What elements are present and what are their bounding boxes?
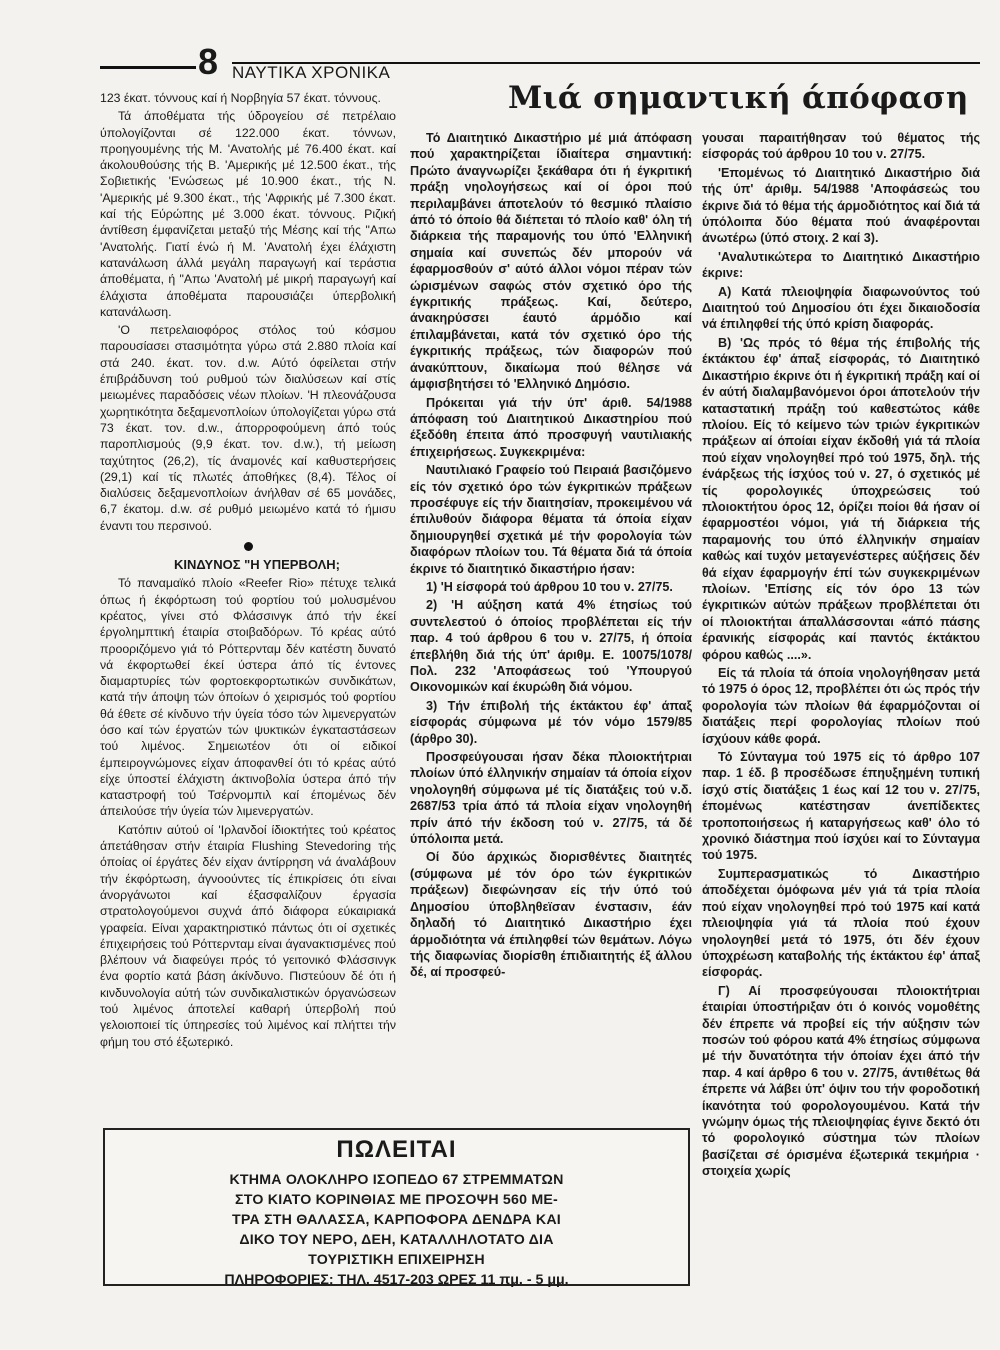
- ad-title: ΠΩΛΕΙΤΑΙ: [336, 1136, 457, 1163]
- article-paragraph: γουσαι παραιτήθησαν τού θέματος τής είσφοράς τού άρθρου 10 του ν. 27/75.: [702, 131, 980, 162]
- article-paragraph: Α) Κατά πλειοψηφία διαφωνούντος τού Διαιτητού τού Δημοσίου ότι έχει δικαιοδοσία νά έπιληφθεί τής ύπό κρίση διαφοράς.: [702, 284, 980, 332]
- publication-title: ΝΑΥΤΙΚΑ ΧΡΟΝΙΚΑ: [232, 63, 391, 82]
- article-paragraph: Προσφεύγουσαι ήσαν δέκα πλοιοκτήτριαι πλοίων ύπό έλληνικήν σημαίαν τά όποία είχον νηολογηθή σύμφωνα μέ τίς διατάξεις τού ν.δ. 2687/53 τρία άπό τά πλοία είχαν νηολογηθή πρίν άπό τήν έκδοση τού ν. 27/75, τά δέ ύπόλοιπα μετά.: [410, 750, 692, 847]
- ad-contact-info: ΠΛΗΡΟΦΟΡΙΕΣ: ΤΗΛ. 4517-203 ΩΡΕΣ 11 πμ. - 5 μμ.: [224, 1272, 569, 1288]
- article-paragraph: Γ) Αί προσφεύγουσαι πλοιοκτήτριαι έταιρίαι ύποστήριξαν ότι ό κοινός νομοθέτης δέν έπρεπε νά προβεί είς τήν αύξησιν τών ποσών τού φόρου κατά 4% έτησίως σύμφωνα μέ τήν δυνατότητα τήν όποίαν έχει άπό τήν παρ. 4 καί άρθρο 6 του ν. 27/75, άντιθέτως θά έπρεπε νά λάβει ύπ' όψιν του τήν φοροδοτική ίκανότητα τού φορολογουμένου. Κατά τήν γνώμην όμως τής πλειοψηφίας έγινε δεκτό ότι τό φορολογικό σύστημα τών πλοίων βασίζεται σέ όρισμένα έξωτερικά τεκμήρια · στοιχεία χωρίς: [702, 983, 980, 1179]
- ad-line: ΔΙΚΟ ΤΟΥ ΝΕΡΟ, ΔΕΗ, ΚΑΤΑΛΛΗΛΟΤΑΤΟ ΔΙΑ: [239, 1232, 554, 1248]
- article-paragraph: 'Αναλυτικώτερα το Διαιτητικό Δικαστήριο έκρινε:: [702, 249, 980, 281]
- article-paragraph: 'Επομένως τό Διαιτητικό Δικαστήριο διά τής ύπ' άριθμ. 54/1988 'Αποφάσεώς του έκρινε διά τό θέμα τής άρμοδιότητος καί διά τά ύπόλοιπα δύο θέματα πού άναφέρονται άνωτέρω (ύπό στοιχ. 2 καί 3).: [702, 165, 980, 246]
- article-list-item: 2) 'Η αύξηση κατά 4% έτησίως τού συντελεστού ό όποίος προβλέπεται είς τήν παρ. 4 τού άρθρου 6 του ν. 27/75, ή όποία έπεβλήθη διά τής ύπ' άριθμ. Ε. 10075/1078/Πολ. 232 'Αποφάσεως τού 'Υπουργού Οικονομικών καί έκυρώθη διά νόμου.: [410, 598, 692, 695]
- article-list-item: 1) 'Η είσφορά τού άρθρου 10 του ν. 27/75.: [426, 579, 673, 594]
- left-paragraph: 123 έκατ. τόννους καί ή Νορβηγία 57 έκατ. τόννους.: [100, 91, 381, 105]
- left-paragraph: Κατόπιν αύτού οί 'Ιρλανδοί ίδιοκτήτες τού κρέατος άπετάθησαν στήν έταιρία Flushing Stevedoring τής όποίας οί έργάτες δέν είχαν άντίρρηση νά άναλάβουν τήν έκφόρτωση, άγνοούντες τίς έπικρίσεις ότι είναι άνοργάνωτοι καί έξασφαλίζουν έργασία στρατολογούμενοι συχνά άπό διάφορα εύκαιριακά γραφεία. Είναι χαρακτηριστικό πάντως ότι οί σχετικές έπιχειρήσεις τού Ρόττερνταμ είναι άγανακτισμένες πού βλέπουν νά διαφεύγει πρός τό γειτονικό Φλάσσινγκ ένα φορτίο κατά βάση άκίνδυνο. Πιστεύουν δέ ότι ή κινδυνολογία αύτή τών συνδικαλιστικών όργανώσεων τού λιμένος άποτελεί καθαρή ύπερβολή πού γελοιοποιεί τίς ύπηρεσίες τού λιμένος καί πλήττει τήν φήμη του στό έξωτερικό.: [100, 822, 396, 1049]
- article-middle-column: [410, 130, 692, 983]
- ad-body: [105, 1170, 688, 1270]
- article-paragraph: Ναυτιλιακό Γραφείο τού Πειραιά βασιζόμενο είς τόν σχετικό όρο τών έγκριτικών πράξεων προσέφυγε είς τήν διαιτησίαν, προκειμένου νά έπιλυθούν διάφορα θέματα τά όποία είχαν δημιουργηθεί σχετικά μέ τήν φορολογία τών διαφόρων πλοίων του. Τά θέματα διά τά όποία έκρινε τό διαιτητικό δικαστήριο ήσαν:: [410, 463, 692, 576]
- article-paragraph: Συμπερασματικώς τό Δικαστήριο άποδέχεται όμόφωνα μέν γιά τά τρία πλοία πού είχαν νηολογηθεί πρό τού 1975 καί κατά πλειοψηφία γιά τά πλοία πού έχουν νηολογηθεί μετά τό 1975, ότι δέν έχουν ύποχρέωση καταβολής τής έκτάκτου έφ' άπαξ είσφοράς.: [702, 866, 980, 980]
- article-paragraph: Οί δύο άρχικώς διορισθέντες διαιτητές (σύμφωνα μέ τόν όρο τών έγκριτικών πράξεων) διεφώνησαν είς τήν ύπό τού Δημοσίου ύποβληθεϊσαν ένστασιν, έάν δηλαδή τό Διαιτητικό Δικαστήριο έχει άρμοδιότητα νά έπιληφθεί τών θεμάτων. Λόγω τής διαφωνίας διορίσθη έπιδιαιτητής έξ άλλου δέ, αί προσφεύ-: [410, 850, 692, 980]
- bullet-separator: [244, 542, 253, 551]
- article-paragraph: Τό Σύνταγμα τού 1975 είς τό άρθρο 107 παρ. 1 έδ. β προσέδωσε έπηυξημένη τυπική ίσχύ στίς διατάξεις 1 έως καί 12 του ν. 27/75, έπομένως κατέστησαν άνεπίδεκτες τροποποιήσεως ή καταργήσεως καθ' όλο τό χρονικό διάστημα πού ίσχύει καί το Σύνταγμα τού 1975.: [702, 750, 980, 863]
- ad-line: ΚΤΗΜΑ ΟΛΟΚΛΗΡΟ ΙΣΟΠΕΔΟ 67 ΣΤΡΕΜΜΑΤΩΝ: [229, 1172, 564, 1188]
- ad-line: ΤΟΥΡΙΣΤΙΚΗ ΕΠΙΧΕΙΡΗΣΗ: [308, 1252, 485, 1268]
- article-right-column: [702, 130, 980, 1182]
- section-subheading: ΚΙΝΔΥΝΟΣ "Η ΥΠΕΡΒΟΛΗ;: [173, 557, 340, 573]
- article-paragraph: Πρόκειται γιά τήν ύπ' άριθ. 54/1988 άπόφαση τού Διαιτητικού Δικαστηρίου πού έξεδόθη έπειτα άπό προσφυγή ναυτιλιακής έπιχειρήσεως. Συγκεκριμένα:: [410, 395, 692, 459]
- article-paragraph: Β) 'Ως πρός τό θέμα τής έπιβολής τής έκτάκτου έφ' άπαξ είσφοράς, τό Διαιτητικό Δικαστήριο έκρινε ότι ή έγκριτική πράξη καί οί έν αύτή διαλαμβανόμενοι όροι άποτελούν τήν καταστατική πράξη τού καθεστώτος κάθε πλοίου. Είς τό κείμενο τών τριών έγκριτικών πράξεων αί όποίαι είχαν έκδοθή γιά τά πλοία πού είχαν νηολογηθεί πρό τού 1975, δηλ. τής ένάρξεως τής ίσχύος τού ν. 27, ό σχετικός μέ τίς φορολογικές ύποχρεώσεις τού πλοιοκτήτου όρος 12, όρίζει ποίοι θά ήσαν οί έφαρμοστέοι νόμοι, γιά τή διάρκεια τής παραμονής του ύπό έλληνικήν σημαίαν καθώς καί τυχόν μεταγενέστερες αύξήσεις δέν θά είχαν έφαρμογήν έπί τών συγκεκριμένων πλοίων. 'Επίσης είς τόν όρο 13 τών έγκριτικών αύτών πράξεων προβλέπεται ότι οί πλοιοκτήται άπαλλάσσονται «άπό πάσης έρανικής είσφοράς καί παντός έκτάκτου φόρου καθώς ....».: [702, 335, 980, 662]
- left-paragraph: 'Ο πετρελαιοφόρος στόλος τού κόσμου παρουσίασει στασιμότητα γύρω στά 2.880 πλοία καί στά 240. έκατ. τον. d.w. Αύτό όφείλεται στήν έπιβράδυνση τού ρυθμού τών διαλύσεων καί στίς μειωμένες παραδόσεις νέων πλοίων. 'Η πλεονάζουσα χωρητικότητα δεξαμενοπλοίων ύπολογίζεται γύρω στά 73 έκατ. τον. d.w., άπορροφούμενη άπό τούς παροπλισμούς (9,9 έκατ. τον. d.w.), τή μείωση ταχύτητος (26,2), τίς άναμονές καί καθυστερήσεις (29,1) καί τίς πλωτές άποθήκες (8,4). Τέλος οί διαλύσεις δεξαμενοπλοίων άνήλθαν σέ 65 μονάδες, 6,7 έκατομ. d.w. σέ ρυθμό μειωμένο κατά τό ήμισυ έναντι του περσινού.: [100, 323, 396, 533]
- article-paragraph: Είς τά πλοία τά όποία νηολογήθησαν μετά τό 1975 ό όρος 12, προβλέπει ότι ώς πρός τήν φορολογία τών πλοίων θά έφαρμόζονται οί διατάξεις περί φορολογίας πλοίων πού ίσχύουν κάθε φορά.: [702, 666, 981, 746]
- left-paragraph: Τά άποθέματα τής ύδρογείου σέ πετρέλαιο ύπολογίζονται σέ 122.000 έκατ. τόννων, προηγουμένης τής Μ. 'Ανατολής μέ 76.400 έκατ. καί άκολουθούσης τής Β. 'Αμερικής μέ 12.500 έκατ., τής Σοβιετικής 'Ενώσεως μέ 10.900 έκατ., τής Ν. 'Αμερικής μέ 9.300 έκατ., τής 'Αφρικής μέ 7.300 έκατ. καί τής Εύρώπης μέ 3.000 έκατ. τόννους. Ριζική άντίθεση έμφανίζεται μεταξύ τής Μέσης καί τής "Απω 'Ανατολής. Γιατί ένώ ή Μ. 'Ανατολή έχει έλάχιστη κατανάλωση άλλά μεγάλη παραγωγή καί τεράστια άποθέματα, ή "Απω 'Ανατολή μέ μικρή παραγωγή καί έλάχιστα άποθέματα παρουσιάζει ύπερβολική κατανάλωση.: [100, 109, 396, 319]
- ad-line: ΣΤΟ ΚΙΑΤΟ ΚΟΡΙΝΘΙΑΣ ΜΕ ΠΡΟΣΟΨΗ 560 ΜΕ-: [235, 1192, 558, 1208]
- left-column: [100, 90, 396, 1052]
- page-number: 8: [198, 41, 219, 82]
- left-paragraph: Τό παναμαϊκό πλοίο «Reefer Rio» πέτυχε τελικά όπως ή έκφόρτωση τού φορτίου τού μολυσμένου κρέατος, γίνει στό Φλάσσινγκ άπό τήν έκεί έργολημπτική έταιρία στοιβαδόρων. Τό κρέας αύτό προοριζόμενο γιά τό Ρόττερνταμ δέν κατέστη δυνατό νά έκφορτωθεί έκεί ύστερα άπό τίς έντονες διαμαρτυρίες τών φορτοεκφορτωτικών συνδικάτων, κατά τήν άποψη τών όποίων ό χειρισμός τού φορτίου θά έθετε σέ κίνδυνο τήν ύγεία τόσο τών λιμενεργατών όσο καί τών έργατών τών ψυκτικών έγκαταστάσεων τού λιμένος. Σημειωτέον ότι οί ειδικοί έμπειρογνώμονες είχαν άποφανθεί ότι τό κρέας αύτό είχε ύποστεί έλάχιστη άκτινοβολία ύστερα άπό τήν καταστροφή τού Τσέρνομπιλ καί έπομένως δέν άπειλούσε τήν ύγεία τών λιμενεργατών.: [100, 576, 396, 819]
- ad-line: ΤΡΑ ΣΤΗ ΘΑΛΑΣΣΑ, ΚΑΡΠΟΦΟΡΑ ΔΕΝΔΡΑ ΚΑΙ: [232, 1212, 561, 1228]
- article-list-item: 3) Τήν έπιβολή τής έκτάκτου έφ' άπαξ είσφοράς σύμφωνα μέ τόν νόμο 1579/85 (άρθρο 30).: [410, 698, 692, 746]
- article-paragraph: Τό Διαιτητικό Δικαστήριο μέ μιά άπόφαση πού χαρακτηρίζεται ίδιαίτερα σημαντική: Πρώτο άναγνωρίζει ξεκάθαρα ότι ή έγκριτική πράξη νηολογήσεως καί οί όροι πού περιλαμβάνει άποτελούν τό θεσμικό πλαίσιο άπό τό όποίο θά διέπεται τό πλοίο καθ' όλη τή διάρκεια τής παραμονής του ύπό 'Ελληνική σημαία καί συνεπώς δέν μπορούν νά έφαρμοσθούν σ' αύτό άλλοι νόμοι πέραν τών ώρισμένων σαφώς στόν σχετικό όρο τής έγκριτικής πράξεως. Καί, δεύτερο, άνακηρύσσει έαυτό άρμόδιο καί έπιλαμβάνεται, κατά τόν σχετικό όρο τής έγκριτικής πράξεως, τών διαφορών πού άνακύπτουν, δικαίωμα πού θέλησε νά άμφισβητήσει τό 'Ελληνικό Δημόσιο.: [410, 131, 692, 392]
- article-headline: Μιά σημαντική άπόφαση: [508, 80, 969, 116]
- classified-ad-box: [103, 1128, 690, 1286]
- header-rule-left: [100, 66, 196, 69]
